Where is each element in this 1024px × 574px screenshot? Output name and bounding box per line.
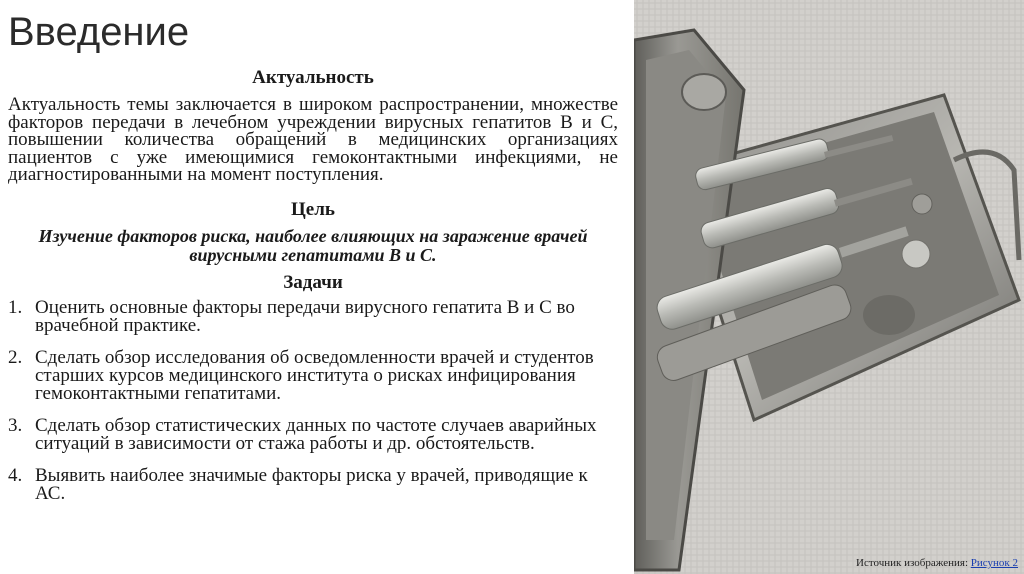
- task-text: Сделать обзор исследования об осведомленности врачей и студентов старших курсов медицинского института о рисках инфицирования гемоконтактными гепатитами.: [35, 346, 594, 404]
- tasks-heading: Задачи: [283, 271, 343, 293]
- goal-heading: Цель: [291, 198, 335, 220]
- task-number: 1.: [8, 296, 23, 318]
- task-text: Сделать обзор статистических данных по частоте случаев аварийных ситуаций в зависимости от стажа работы и др. обстоятельств.: [35, 414, 597, 454]
- syringe-box-illustration: [634, 0, 1024, 574]
- slide-content: [8, 66, 618, 517]
- task-text: Выявить наиболее значимые факторы риска у врачей, приводящие к АС.: [35, 464, 588, 504]
- task-number: 2.: [8, 346, 23, 368]
- relevance-text: Актуальность темы заключается в широком распространении, множестве факторов передачи в лечебном учреждении вирусных гепатитов В и С, повышении количества обращений в медицинских организациях пациентов с уже имеющимися гемоконтактными инфекциями, не диагностированными на момент поступления.: [8, 94, 618, 185]
- task-item: [8, 414, 618, 454]
- slide-title: Введение: [8, 10, 190, 54]
- task-number: 4.: [8, 464, 23, 486]
- task-text: Оценить основные факторы передачи вирусного гепатита В и С во врачебной практике.: [35, 296, 575, 336]
- goal-text: Изучение факторов риска, наиболее влияющих на заражение врачей вирусными гепатитами В и С.: [38, 225, 588, 265]
- task-list: [8, 296, 618, 504]
- task-item: [8, 464, 618, 504]
- relevance-heading: Актуальность: [252, 67, 374, 88]
- image-credit: [856, 557, 1018, 569]
- credit-link[interactable]: Рисунок 2: [970, 557, 1018, 569]
- task-item: [8, 346, 618, 404]
- syringe-sterilizer-photo: [634, 0, 1024, 574]
- task-number: 3.: [8, 414, 23, 436]
- task-item: [8, 296, 618, 336]
- credit-label: Источник изображения:: [856, 557, 969, 569]
